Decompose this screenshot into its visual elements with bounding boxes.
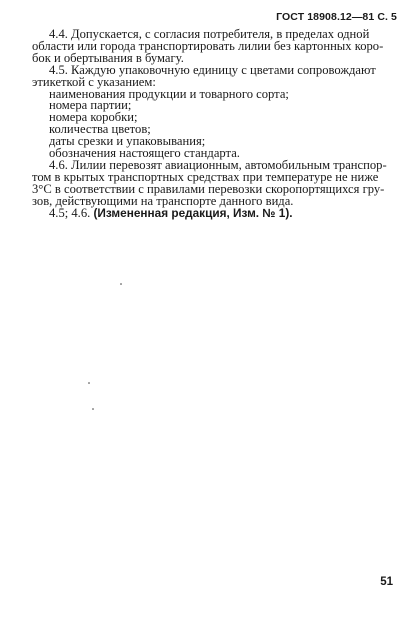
label-item: обозначения настоящего стандарта. bbox=[49, 146, 240, 161]
label-item: количества цветов; bbox=[49, 122, 151, 137]
label-item: наименования продукции и товарного сорта; bbox=[49, 86, 289, 101]
document-body bbox=[32, 29, 396, 220]
amendment-prefix: 4.5; 4.6. bbox=[49, 205, 94, 220]
clause-4-5-line-1: 4.5. Каждую упаковочную единицу с цветами сопровождают bbox=[49, 62, 376, 77]
label-item: номера коробки; bbox=[49, 110, 138, 125]
running-header: ГОСТ 18908.12—81 С. 5 bbox=[276, 11, 397, 23]
scan-speck bbox=[92, 408, 94, 410]
scan-speck bbox=[120, 283, 122, 285]
label-item: даты срезки и упаковывания; bbox=[49, 134, 206, 149]
clause-4-6-line-2: том в крытых транспортных средствах при температуре не ниже bbox=[32, 169, 379, 184]
amendment-bold-text: (Измененная редакция, Изм. № 1). bbox=[93, 205, 293, 220]
amendment-note bbox=[32, 205, 396, 220]
scan-speck bbox=[88, 382, 90, 384]
clause-4-4-line-3: бок и обертывания в бумагу. bbox=[32, 50, 184, 65]
clause-4-4-line-1: 4.4. Допускается, с согласия потребителя, в пределах одной bbox=[49, 27, 370, 41]
page-number: 51 bbox=[380, 576, 393, 588]
clause-4-5-line-2: этикеткой с указанием: bbox=[32, 74, 156, 89]
clause-4-6-line-4: зов, действующими на транспорте данного вида. bbox=[32, 193, 294, 208]
label-item: номера партии; bbox=[49, 98, 132, 113]
clause-4-6-line-1: 4.6. Лилии перевозят авиационным, автомобильным транспор- bbox=[49, 157, 387, 172]
clause-4-6-line-3: 3°С в соответствии с правилами перевозки скоропортящихся гру- bbox=[32, 181, 385, 196]
clause-4-4-line-2: области или города транспортировать лилии без картонных коро- bbox=[32, 38, 384, 53]
